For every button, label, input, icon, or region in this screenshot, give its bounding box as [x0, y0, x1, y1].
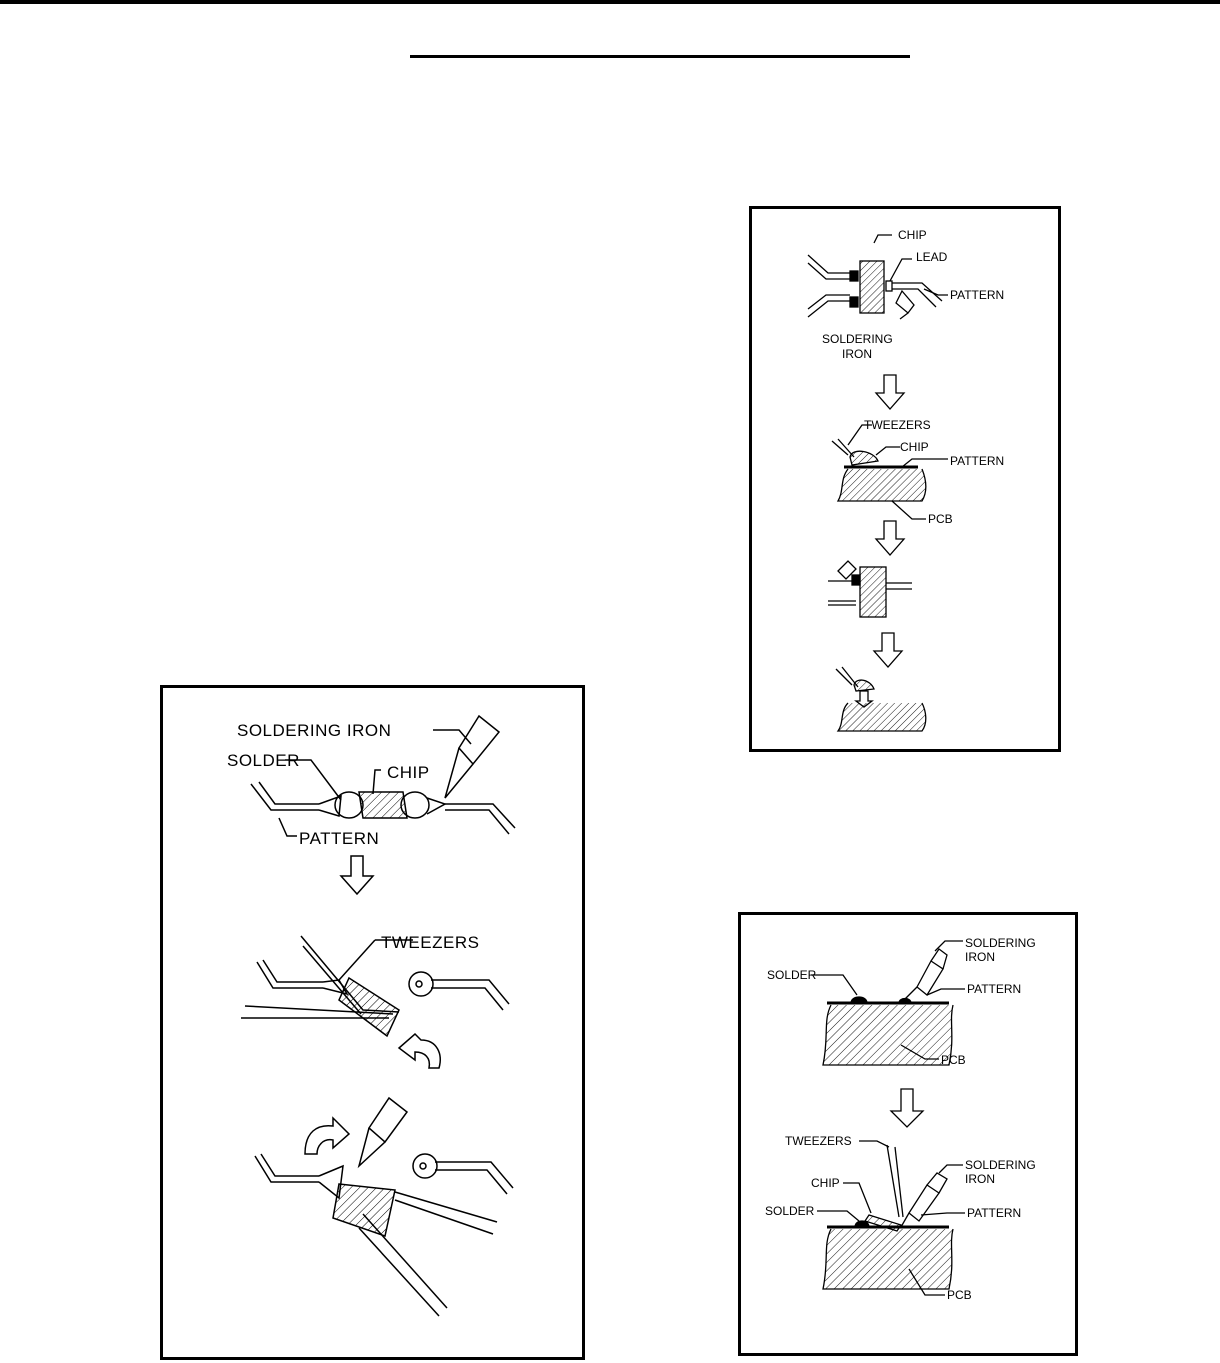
figure-a-drawing	[163, 688, 588, 1363]
label-chip: CHIP	[811, 1176, 840, 1190]
label-tweezers: TWEEZERS	[785, 1134, 852, 1148]
figure-chip-removal-tweezers	[160, 685, 585, 1360]
label-pcb: PCB	[928, 512, 953, 526]
label-pattern: PATTERN	[299, 829, 380, 848]
label-soldering-iron: SOLDERING IRON	[237, 721, 392, 740]
label-solder: SOLDER	[227, 751, 300, 770]
figure-b-drawing	[752, 209, 1064, 755]
figure-c-drawing	[741, 915, 1081, 1359]
title-underline	[410, 55, 910, 58]
label-soldering-line1: SOLDERING	[822, 332, 893, 346]
label-soldering-2-line1: SOLDERING	[965, 1158, 1036, 1172]
top-rule	[0, 0, 1220, 4]
label-chip-2: CHIP	[900, 440, 929, 454]
figure-chip-removal-steps	[749, 206, 1061, 752]
label-tweezers: TWEEZERS	[381, 933, 480, 952]
label-pattern-2: PATTERN	[950, 454, 1005, 468]
label-pattern: PATTERN	[950, 288, 1005, 302]
label-lead: LEAD	[916, 250, 948, 264]
label-chip: CHIP	[898, 228, 927, 242]
label-soldering-line1: SOLDERING	[965, 936, 1036, 950]
label-iron-2-line2: IRON	[965, 1172, 995, 1186]
figure-chip-installation	[738, 912, 1078, 1356]
label-pattern: PATTERN	[967, 982, 1022, 996]
label-chip: CHIP	[387, 763, 430, 782]
label-iron-line2: IRON	[842, 347, 872, 361]
label-pcb: PCB	[941, 1053, 966, 1067]
label-pcb-2: PCB	[947, 1288, 972, 1302]
label-pattern-2: PATTERN	[967, 1206, 1022, 1220]
label-tweezers: TWEEZERS	[864, 418, 931, 432]
label-iron-line2: IRON	[965, 950, 995, 964]
label-solder: SOLDER	[767, 968, 817, 982]
label-solder-2: SOLDER	[765, 1204, 815, 1218]
